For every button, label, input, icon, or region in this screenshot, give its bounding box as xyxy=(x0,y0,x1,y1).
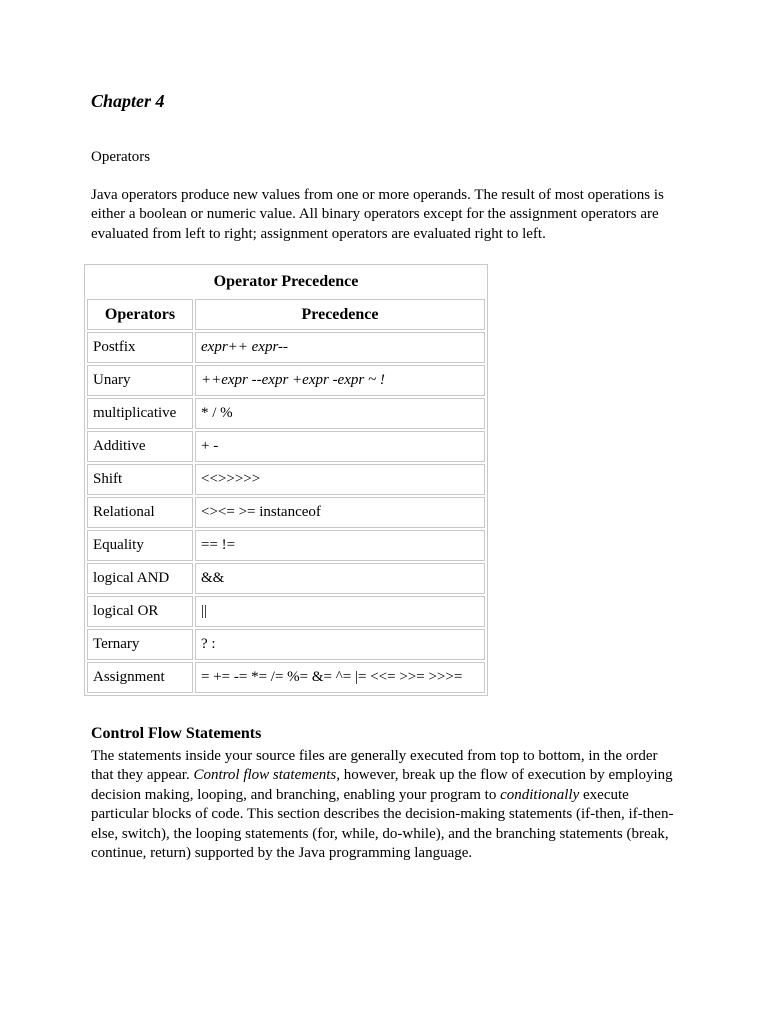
header-operators: Operators xyxy=(87,299,193,330)
precedence-cell: <<>>>>> xyxy=(195,464,485,495)
control-flow-text-2: , however, break up the flow of execution by employing decision making, looping, and branching, enabling your program to xyxy=(91,767,673,803)
control-flow-text-1: The statements inside your source files are generally executed from top to bottom, in the order that they appear. xyxy=(91,748,658,784)
precedence-cell: && xyxy=(195,563,485,594)
table-row xyxy=(87,662,485,693)
operator-cell: Equality xyxy=(87,530,193,561)
table-row xyxy=(87,530,485,561)
table-row xyxy=(87,464,485,495)
table-row xyxy=(87,596,485,627)
control-flow-emphasis-2: conditionally xyxy=(500,786,580,803)
section-label: Operators xyxy=(91,149,151,165)
operator-cell: Additive xyxy=(87,431,193,462)
chapter-title: Chapter 4 xyxy=(91,91,165,111)
header-precedence: Precedence xyxy=(195,299,485,330)
operator-cell: logical OR xyxy=(87,596,193,627)
operator-cell: logical AND xyxy=(87,563,193,594)
control-flow-paragraph xyxy=(91,747,681,863)
operator-cell: Relational xyxy=(87,497,193,528)
precedence-cell: || xyxy=(195,596,485,627)
control-flow-text-3: execute particular blocks of code. This section describes the decision-making statements (if-then, if-then-else, switch), the looping statements (for, while, do-while), and the branching statements (break, continue, return) supported by the Java programming language. xyxy=(91,786,674,862)
intro-paragraph: Java operators produce new values from one or more operands. The result of most operations is either a boolean or numeric value. All binary operators except for the assignment operators are evaluated from left to right; assignment operators are evaluated right to left. xyxy=(91,187,664,242)
control-flow-heading: Control Flow Statements xyxy=(91,725,262,742)
operator-cell: Ternary xyxy=(87,629,193,660)
table-row xyxy=(87,332,485,363)
precedence-cell: ++expr --expr +expr -expr ~ ! xyxy=(195,365,485,396)
table-row xyxy=(87,563,485,594)
operator-cell: Postfix xyxy=(87,332,193,363)
table-row xyxy=(87,365,485,396)
table-row xyxy=(87,629,485,660)
precedence-cell: ? : xyxy=(195,629,485,660)
precedence-cell: + - xyxy=(195,431,485,462)
table-row xyxy=(87,497,485,528)
precedence-cell: == != xyxy=(195,530,485,561)
precedence-cell: <><= >= instanceof xyxy=(195,497,485,528)
precedence-cell: = += -= *= /= %= &= ^= |= <<= >>= >>>= xyxy=(195,662,485,693)
operator-cell: Assignment xyxy=(87,662,193,693)
operator-cell: Shift xyxy=(87,464,193,495)
control-flow-emphasis-1: Control flow statements xyxy=(193,767,337,784)
precedence-cell: expr++ expr-- xyxy=(195,332,485,363)
table-row xyxy=(87,398,485,429)
operator-precedence-table xyxy=(84,264,488,696)
operator-cell: Unary xyxy=(87,365,193,396)
table-caption: Operator Precedence xyxy=(213,273,359,291)
table-row xyxy=(87,431,485,462)
operator-cell: multiplicative xyxy=(87,398,193,429)
precedence-cell: * / % xyxy=(195,398,485,429)
